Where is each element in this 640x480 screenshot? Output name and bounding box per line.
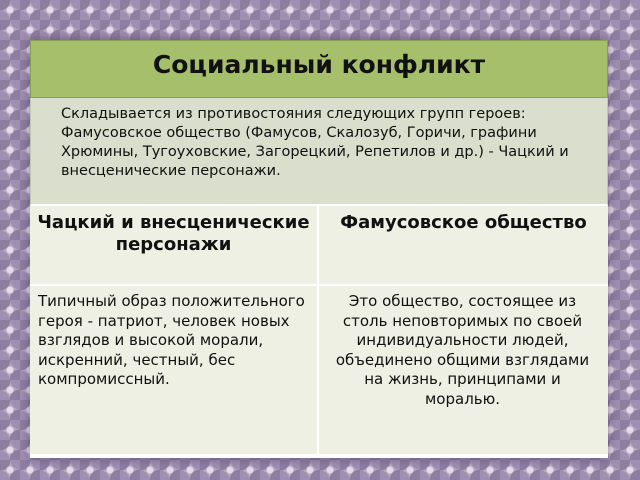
slide-title: Социальный конфликт bbox=[152, 50, 486, 79]
column-header-chatsky: Чацкий и внесценические персонажи bbox=[30, 206, 319, 286]
title-bar bbox=[30, 40, 608, 98]
table-bottom-border bbox=[30, 454, 608, 458]
intro-text: Складывается из противостояния следующих групп героев: Фамусовское общество (Фамусов, Скалозуб, Горичи, графини Хрюмины, Тугоуховские, Загорецкий, Репетилов и др.) - Чацкий и внесценические персонажи. bbox=[30, 98, 608, 206]
column-header-famusov: Фамусовское общество bbox=[319, 206, 608, 286]
column-body-chatsky: Типичный образ положительного героя - патриот, человек новых взглядов и высокой морали, искренний, честный, бес компромиссный. bbox=[30, 286, 319, 454]
column-body-famusov: Это общество, состоящее из столь неповторимых по своей индивидуальности людей, объединено общими взглядами на жизнь, принципами и моралью. bbox=[319, 286, 608, 454]
